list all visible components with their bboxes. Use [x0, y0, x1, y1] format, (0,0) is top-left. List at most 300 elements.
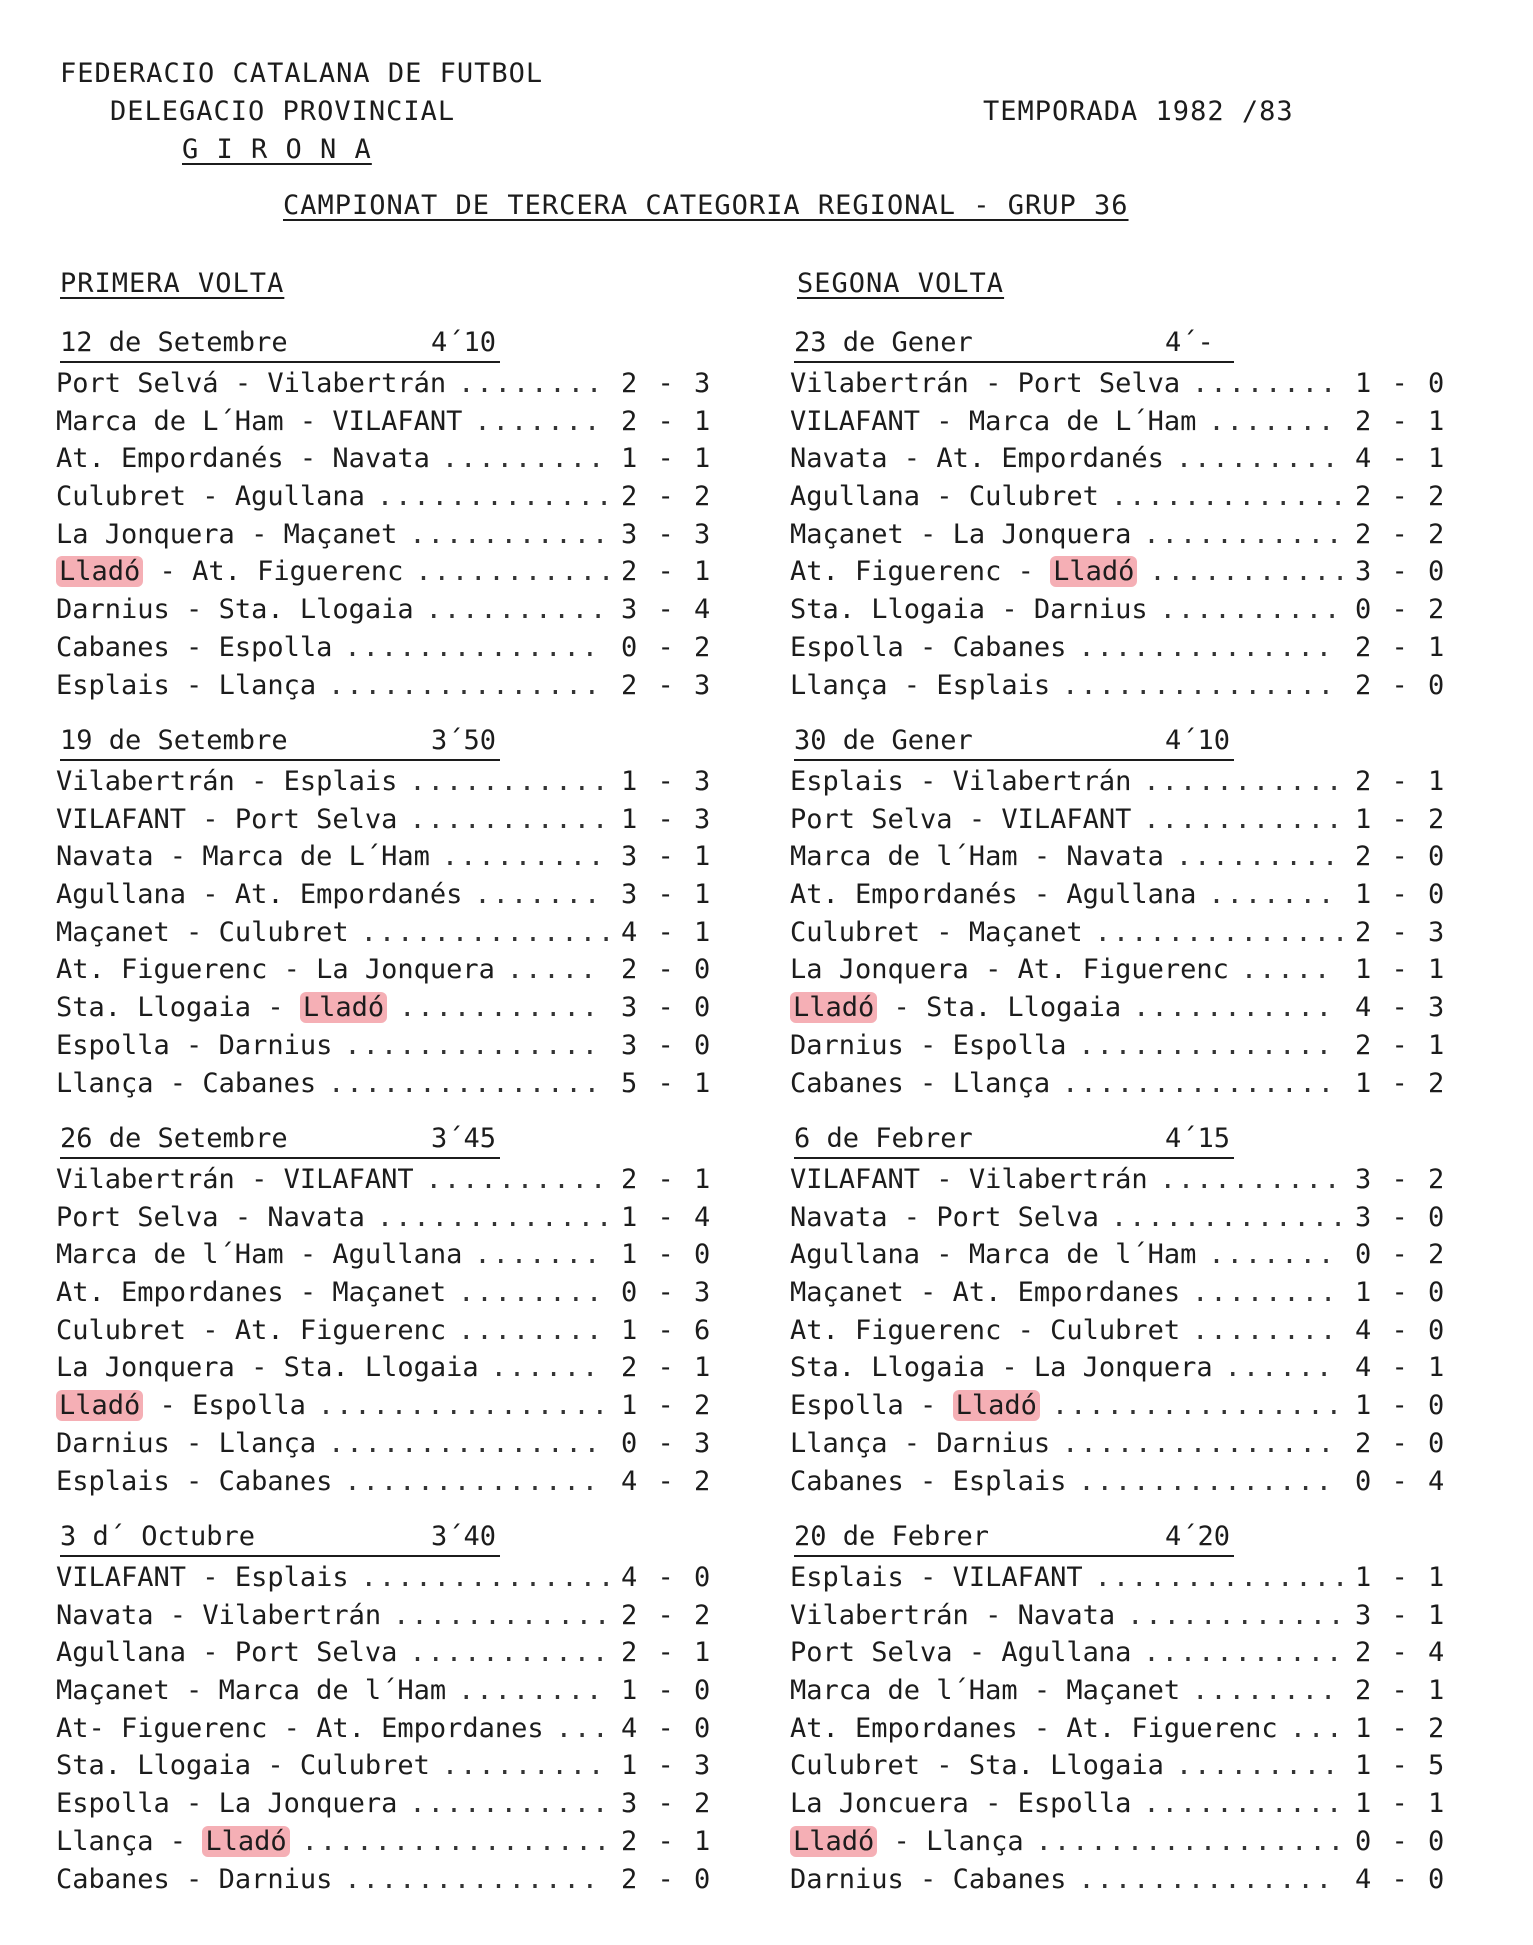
matchday [790, 1519, 1470, 1917]
team-name: Maçanet [56, 1675, 170, 1707]
match-row [790, 763, 1470, 801]
dot-leader: ...... [490, 1352, 601, 1384]
match-row [56, 629, 736, 667]
match-row [56, 1747, 736, 1785]
match-row [56, 1387, 736, 1425]
match-teams [790, 1274, 1180, 1312]
match-row [790, 1161, 1470, 1199]
matchday-date: 3 d´ Octubre [60, 1519, 500, 1557]
match-teams [56, 1463, 332, 1501]
matchday-header [790, 723, 1470, 763]
match-teams [790, 1823, 1024, 1861]
team-name: Cabanes [56, 1863, 170, 1895]
second-round-column [790, 325, 1470, 1917]
matchday-header [790, 1121, 1470, 1161]
team-name: At. Figuerenc [790, 556, 1002, 588]
team-separator: - [920, 916, 969, 948]
match-row [56, 914, 736, 952]
match-row [56, 1199, 736, 1237]
team-name: Agullana [790, 481, 921, 513]
match-row [790, 1672, 1470, 1710]
team-separator: - [186, 1314, 235, 1346]
team-name: Port Selva [56, 1201, 219, 1233]
match-score: 0 - 0 [1355, 1825, 1447, 1857]
match-teams [790, 763, 1131, 801]
match-score: 1 - 1 [621, 443, 713, 475]
match-row [790, 876, 1470, 914]
match-score: 4 - 3 [1355, 992, 1447, 1024]
team-name: Marca de l´Ham [218, 1675, 447, 1707]
team-name: At. Empordanes [56, 1277, 284, 1309]
team-name: Culubret [968, 481, 1099, 513]
match-row [790, 951, 1470, 989]
dot-leader: ........... [409, 1637, 611, 1669]
team-name: La Jonquera [56, 1352, 235, 1384]
match-row [790, 1559, 1470, 1597]
team-name: Marca de l´Ham [790, 1675, 1018, 1707]
match-score: 0 - 2 [1355, 1239, 1447, 1271]
match-score: 2 - 3 [621, 669, 713, 701]
match-row [56, 403, 736, 441]
matchday-header [790, 325, 1470, 365]
team-name: Culubret [56, 481, 187, 513]
team-separator: - [169, 594, 219, 626]
match-row [790, 1027, 1470, 1065]
match-teams [56, 876, 462, 914]
match-teams [790, 1349, 1213, 1387]
match-score: 3 - 4 [621, 594, 713, 626]
match-score: 1 - 1 [1355, 1788, 1447, 1820]
match-score: 1 - 2 [1355, 1067, 1447, 1099]
match-teams [790, 629, 1066, 667]
dot-leader: ............. [1110, 1201, 1349, 1233]
team-name: At. Figuerenc [1066, 1712, 1278, 1744]
team-name: Agullana [1001, 1637, 1132, 1669]
team-name: At. Figuerenc [1017, 954, 1229, 986]
matchday-date: 23 de Gener [794, 325, 1234, 363]
team-name: La Jonquera [56, 518, 235, 550]
match-score: 3 - 2 [1355, 1164, 1447, 1195]
team-separator: - [920, 481, 969, 513]
team-separator: - [968, 368, 1018, 399]
team-separator: - [234, 766, 284, 797]
matchday-date: 19 de Setembre [60, 723, 500, 761]
match-teams [56, 1672, 446, 1710]
team-name: Culubret [790, 1750, 921, 1782]
match-row [790, 1236, 1470, 1274]
match-score: 2 - 1 [621, 1352, 713, 1384]
team-name: At- Figuerenc [56, 1712, 268, 1744]
match-row [56, 838, 736, 876]
match-score: 1 - 2 [621, 1390, 713, 1422]
team-separator: - [903, 766, 953, 797]
match-teams [790, 1312, 1180, 1350]
match-row [790, 365, 1470, 403]
match-row [56, 951, 736, 989]
team-name: Esplais [56, 1465, 170, 1497]
match-score: 2 - 1 [1355, 766, 1447, 797]
match-row [790, 1747, 1470, 1785]
kickoff-time: 4´15 [1165, 1123, 1231, 1154]
team-name: VILAFANT [790, 405, 921, 437]
match-score: 3 - 1 [1355, 1599, 1447, 1631]
team-name: Esplais [936, 669, 1051, 701]
team-name: Esplais [952, 1465, 1067, 1497]
match-score: 0 - 3 [621, 1277, 713, 1309]
highlighted-team: Lladó [1050, 556, 1137, 587]
match-row [790, 1387, 1470, 1425]
match-score: 1 - 0 [1355, 879, 1447, 911]
team-name: Sta. Llogaia [56, 992, 252, 1024]
match-teams [790, 1747, 1164, 1785]
team-separator: - [920, 1164, 969, 1195]
team-name: Navata [790, 1201, 888, 1233]
match-teams [790, 403, 1196, 441]
dot-leader: ............. [376, 1201, 615, 1233]
team-name: Culubret [56, 1314, 187, 1346]
match-score: 3 - 3 [621, 518, 713, 550]
team-name: Culubret [1050, 1314, 1181, 1346]
team-name: At. Figuerenc [234, 1314, 447, 1346]
match-teams [56, 1823, 290, 1861]
dot-leader: ........... [409, 1788, 611, 1820]
matchday [790, 325, 1470, 723]
team-separator: - [169, 1788, 219, 1820]
dot-leader: ...... [1224, 1352, 1335, 1384]
highlighted-team: Lladó [300, 992, 387, 1023]
team-name: Espolla [790, 1390, 904, 1422]
team-separator: - [143, 1390, 193, 1422]
match-teams [56, 1559, 349, 1597]
team-name: Port Selvá [56, 368, 219, 399]
match-teams [56, 1634, 397, 1672]
dot-leader: ... [555, 1712, 611, 1744]
match-row [790, 1710, 1470, 1748]
match-row [56, 1027, 736, 1065]
team-name: Espolla [56, 1029, 170, 1061]
team-separator: - [903, 1465, 953, 1497]
match-score: 1 - 1 [1355, 954, 1447, 986]
team-separator: - [251, 992, 300, 1024]
match-score: 3 - 1 [621, 841, 713, 873]
team-name: Vilabertrán [968, 1164, 1148, 1195]
team-separator: - [887, 1427, 937, 1459]
match-score: 1 - 6 [621, 1314, 713, 1346]
dot-leader: ........... [409, 803, 611, 835]
left-column-heading: PRIMERA VOLTA [60, 268, 285, 299]
dot-leader: ... [1289, 1712, 1345, 1744]
team-separator: - [903, 1863, 953, 1895]
match-row [56, 989, 736, 1027]
match-score: 1 - 0 [621, 1675, 713, 1707]
match-row [790, 1425, 1470, 1463]
match-teams [790, 1161, 1148, 1199]
team-name: Agullana [790, 1239, 921, 1271]
match-teams [56, 1710, 544, 1748]
match-row [790, 1349, 1470, 1387]
match-row [56, 1785, 736, 1823]
team-separator: - [952, 803, 1002, 835]
dot-leader: .......... [425, 594, 609, 626]
dot-leader: .............. [1078, 1465, 1334, 1497]
team-separator: - [968, 954, 1018, 986]
team-name: Maçanet [56, 916, 170, 948]
team-name: Navata [790, 443, 888, 475]
team-separator: - [1017, 879, 1067, 911]
team-name: Vilabertrán [56, 766, 235, 797]
team-separator: - [968, 1788, 1018, 1820]
match-score: 4 - 2 [621, 1465, 713, 1497]
team-name: La Joncuera [790, 1788, 969, 1820]
team-name: Vilabertrán [952, 766, 1132, 797]
team-name: Espolla [952, 1029, 1067, 1061]
highlighted-team: Lladó [790, 992, 877, 1023]
team-name: Culubret [218, 916, 349, 948]
team-name: Esplais [790, 766, 904, 797]
match-score: 1 - 0 [1355, 1390, 1447, 1422]
dot-leader: ............. [1110, 481, 1349, 513]
team-name: VILAFANT [56, 803, 187, 835]
team-separator: - [903, 1562, 953, 1593]
team-name: Navata [1066, 841, 1164, 873]
match-score: 0 - 4 [1355, 1465, 1447, 1497]
match-teams [790, 1065, 1050, 1103]
match-row [56, 801, 736, 839]
team-separator: - [283, 1277, 333, 1309]
team-separator: - [877, 1825, 927, 1857]
kickoff-time: 4´10 [431, 327, 497, 358]
match-teams [56, 1425, 316, 1463]
match-row [790, 989, 1470, 1027]
team-name: Cabanes [202, 1067, 317, 1099]
team-name: Marca de L´Ham [202, 841, 430, 873]
team-separator: - [234, 1164, 284, 1195]
matchday-header [56, 1121, 736, 1161]
match-score: 2 - 0 [1355, 669, 1447, 701]
matchday-header [56, 325, 736, 365]
match-score: 1 - 1 [1355, 1562, 1447, 1593]
team-name: At. Empordanés [790, 879, 1018, 911]
team-name: Llança [218, 1427, 317, 1459]
team-name: Llança [56, 1825, 154, 1857]
match-teams [790, 1559, 1083, 1597]
dot-leader: ............. [376, 481, 615, 513]
match-score: 0 - 2 [1355, 594, 1447, 626]
match-score: 4 - 1 [621, 916, 713, 948]
match-row [790, 440, 1470, 478]
team-separator: - [968, 1599, 1018, 1631]
dot-leader: ......... [1175, 1750, 1341, 1782]
team-separator: - [218, 1201, 268, 1233]
dot-leader: ............... [328, 1067, 602, 1099]
team-name: Llança [952, 1067, 1051, 1099]
match-teams [56, 951, 495, 989]
team-separator: - [903, 631, 953, 663]
match-row [790, 1065, 1470, 1103]
dot-leader: ................. [301, 1825, 612, 1857]
team-name: VILAFANT [283, 1164, 414, 1195]
team-name: Cabanes [952, 1863, 1067, 1895]
match-row [790, 591, 1470, 629]
dot-leader: ........ [1192, 1314, 1339, 1346]
match-row [56, 1161, 736, 1199]
match-row [790, 1861, 1470, 1899]
team-name: Vilabertrán [790, 1599, 969, 1631]
match-score: 1 - 0 [1355, 368, 1447, 399]
match-row [790, 667, 1470, 705]
match-score: 1 - 2 [1355, 1712, 1447, 1744]
team-name: Marca de L´Ham [968, 405, 1197, 437]
team-separator: - [887, 443, 937, 475]
match-score: 3 - 0 [621, 992, 713, 1024]
right-column-heading: SEGONA VOLTA [797, 268, 1005, 299]
match-score: 4 - 0 [621, 1562, 713, 1593]
dot-leader: ......... [441, 1750, 607, 1782]
team-name: Espolla [1017, 1788, 1132, 1820]
match-row [790, 801, 1470, 839]
team-name: La Jonquera [218, 1788, 398, 1820]
match-teams [790, 1597, 1115, 1635]
match-teams [790, 914, 1083, 952]
team-name: Esplais [234, 1562, 349, 1593]
dot-leader: ........ [458, 1277, 605, 1309]
match-score: 1 - 0 [1355, 1277, 1447, 1309]
match-row [56, 1823, 736, 1861]
team-separator: - [887, 669, 937, 701]
dot-leader: ................. [1035, 1825, 1346, 1857]
match-score: 2 - 1 [621, 1825, 713, 1857]
dot-leader: .............. [1094, 916, 1351, 948]
team-name: Darnius [790, 1863, 904, 1895]
team-name: Agullana [56, 879, 187, 911]
dot-leader: ....... [474, 879, 603, 911]
match-score: 3 - 0 [1355, 1201, 1447, 1233]
team-separator: - [251, 1750, 300, 1782]
city-name: G I R O N A [182, 134, 372, 165]
match-teams [790, 989, 1121, 1027]
match-row [56, 1672, 736, 1710]
team-name: Maçanet [790, 1277, 904, 1309]
team-name: Sta. Llogaia [968, 1750, 1164, 1782]
team-name: Navata [332, 443, 430, 475]
team-name: Espolla [218, 631, 333, 663]
dot-leader: .............. [1094, 1562, 1351, 1593]
team-name: Maçanet [968, 916, 1083, 948]
match-teams [790, 440, 1164, 478]
team-separator: - [903, 518, 953, 550]
kickoff-time: 4´- [1165, 327, 1214, 358]
match-score: 3 - 0 [1355, 556, 1447, 588]
team-separator: - [985, 594, 1034, 626]
team-name: Maçanet [1066, 1675, 1181, 1707]
match-row [790, 1597, 1470, 1635]
team-name: La Jonquera [790, 954, 969, 986]
team-name: Agullana [234, 481, 365, 513]
match-row [56, 365, 736, 403]
team-name: Agullana [1066, 879, 1197, 911]
match-teams [790, 1027, 1066, 1065]
championship-title: CAMPIONAT DE TERCERA CATEGORIA REGIONAL - GRUP 36 [283, 190, 1129, 221]
match-score: 5 - 1 [621, 1067, 713, 1099]
team-separator: - [169, 1029, 219, 1061]
dot-leader: .............. [344, 1465, 600, 1497]
match-teams [56, 1861, 332, 1899]
match-row [790, 403, 1470, 441]
team-separator: - [153, 1825, 203, 1857]
match-teams [790, 516, 1131, 554]
match-score: 1 - 3 [621, 1750, 713, 1782]
dot-leader: .............. [1078, 631, 1334, 663]
dot-leader: ................ [1051, 1390, 1344, 1422]
matchday [790, 723, 1470, 1121]
match-row [790, 553, 1470, 591]
match-teams [56, 440, 430, 478]
team-separator: - [186, 803, 235, 835]
match-score: 4 - 1 [1355, 1352, 1447, 1384]
match-teams [56, 1199, 365, 1237]
team-name: Marca de l´Ham [968, 1239, 1197, 1271]
team-name: La Jonquera [1033, 1352, 1213, 1384]
match-teams [56, 838, 430, 876]
dot-leader: ........... [1143, 803, 1345, 835]
dot-leader: ........... [409, 766, 611, 797]
team-name: Vilabertrán [56, 1164, 235, 1195]
dot-leader: .............. [1078, 1863, 1334, 1895]
match-teams [790, 365, 1180, 403]
dot-leader: ........... [1133, 992, 1334, 1024]
team-name: Cabanes [56, 631, 170, 663]
match-teams [56, 1785, 397, 1823]
dot-leader: ........... [1143, 766, 1345, 797]
team-name: Cabanes [218, 1465, 333, 1497]
match-row [790, 1274, 1470, 1312]
match-score: 1 - 3 [621, 803, 713, 835]
match-score: 2 - 1 [1355, 1029, 1447, 1061]
match-score: 2 - 1 [1355, 405, 1447, 437]
match-row [790, 1199, 1470, 1237]
match-row [56, 1274, 736, 1312]
match-score: 2 - 3 [1355, 916, 1447, 948]
match-score: 2 - 1 [1355, 1675, 1447, 1707]
dot-leader: .............. [344, 631, 600, 663]
match-teams [790, 1710, 1278, 1748]
match-row [56, 1463, 736, 1501]
team-name: Port Selva [1017, 368, 1181, 399]
match-row [790, 516, 1470, 554]
match-score: 1 - 3 [621, 766, 713, 797]
match-teams [56, 365, 446, 403]
team-name: Sta. Llogaia [56, 1750, 252, 1782]
dot-leader: ........... [1149, 556, 1351, 588]
kickoff-time: 3´45 [431, 1123, 497, 1154]
team-name: Navata [267, 1201, 365, 1233]
team-separator: - [1017, 1675, 1067, 1707]
match-score: 3 - 1 [621, 879, 713, 911]
match-teams [790, 1463, 1066, 1501]
dot-leader: ........... [1143, 1788, 1345, 1820]
delegation-name: DELEGACIO PROVINCIAL [110, 96, 456, 127]
team-name: Llança [790, 669, 888, 701]
match-row [790, 1463, 1470, 1501]
first-round-column [56, 325, 736, 1917]
match-row [56, 478, 736, 516]
matchday-date: 30 de Gener [794, 723, 1234, 761]
matchday-header [790, 1519, 1470, 1559]
team-separator: - [1017, 841, 1067, 873]
match-teams [56, 629, 332, 667]
dot-leader: .............. [1078, 1029, 1334, 1061]
match-row [56, 876, 736, 914]
